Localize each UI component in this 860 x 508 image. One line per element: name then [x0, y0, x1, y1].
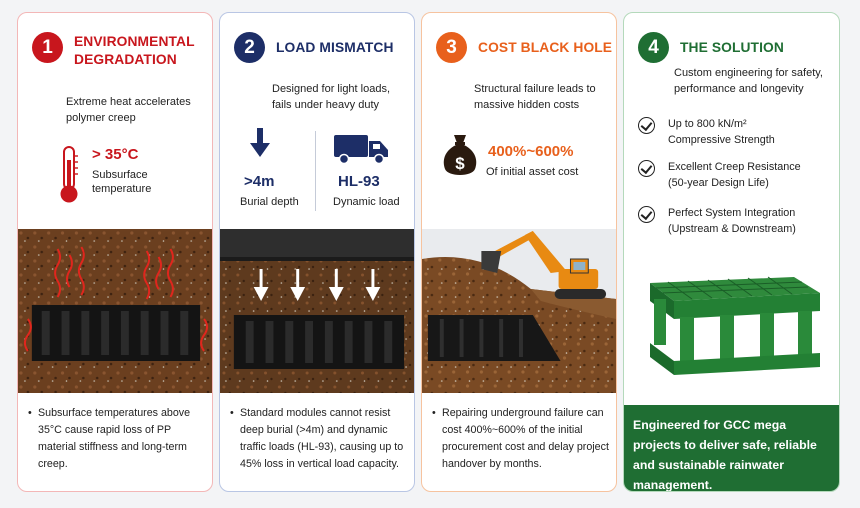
illustration-heat-soil [18, 229, 212, 393]
feature-line-1: Perfect System Integration [668, 207, 796, 219]
card-title: ENVIRONMENTAL DEGRADATION [74, 34, 195, 67]
step-badge-1: 1 [32, 32, 63, 63]
feature-line-1: Excellent Creep Resistance [668, 161, 801, 173]
card-title: LOAD MISMATCH [276, 40, 394, 55]
svg-text:$: $ [455, 154, 465, 173]
card-environmental-degradation [17, 12, 213, 492]
step-badge-4: 4 [638, 32, 669, 63]
load-label: Dynamic load [333, 196, 400, 208]
card-title: THE SOLUTION [680, 40, 784, 55]
burial-depth-value: >4m [244, 173, 275, 190]
card-subtitle: Extreme heat accelerates polymer creep [66, 96, 191, 124]
step-badge-2: 2 [234, 32, 265, 63]
cost-range-value: 400%~600% [488, 143, 574, 160]
feature-line-2: (50-year Design Life) [668, 177, 769, 189]
bullet-text: • Subsurface temperatures above 35°C cause rapid loss of PP material stiffness and long-term creep. [28, 407, 191, 470]
card-the-solution [623, 12, 840, 492]
illustration-excavator [422, 229, 616, 393]
load-value: HL-93 [338, 173, 380, 190]
truck-icon [334, 133, 390, 165]
temperature-label: Subsurface temperature [92, 169, 152, 195]
solution-summary: Engineered for GCC mega projects to deliver safe, reliable and sustainable rainwater management. [624, 405, 839, 492]
cost-range-label: Of initial asset cost [486, 166, 579, 178]
card-title: COST BLACK HOLE [478, 40, 613, 55]
feature-line-2: (Upstream & Downstream) [668, 223, 796, 235]
temperature-value: > 35°C [92, 146, 139, 163]
check-icon [638, 206, 655, 223]
feature-compressive-strength [638, 116, 828, 148]
card-cost-black-hole [421, 12, 617, 492]
card-subtitle: Custom engineering for safety, performance and longevity [674, 67, 823, 95]
thermometer-icon [58, 146, 80, 204]
feature-system-integration [638, 205, 828, 237]
card-subtitle: Structural failure leads to massive hidden costs [474, 83, 596, 111]
bullet-text: • Standard modules cannot resist deep burial (>4m) and dynamic traffic loads (HL-93), causing up to 45% loss in vertical load capacity. [230, 407, 404, 470]
feature-line-2: Compressive Strength [668, 134, 775, 146]
divider [315, 131, 316, 211]
illustration-load-soil [220, 229, 414, 393]
arrow-down-icon [249, 128, 271, 158]
money-bag-icon [442, 133, 478, 179]
step-badge-3: 3 [436, 32, 467, 63]
check-icon [638, 117, 655, 134]
illustration-green-module [644, 263, 822, 383]
card-load-mismatch [219, 12, 415, 492]
burial-depth-label: Burial depth [240, 196, 299, 208]
feature-creep-resistance [638, 159, 828, 191]
bullet-text: • Repairing underground failure can cost 400%~600% of the initial procurement cost and delay project handover by months. [432, 407, 609, 470]
card-subtitle: Designed for light loads, fails under heavy duty [272, 83, 391, 111]
feature-line-1: Up to 800 kN/m² [668, 118, 747, 130]
check-icon [638, 160, 655, 177]
